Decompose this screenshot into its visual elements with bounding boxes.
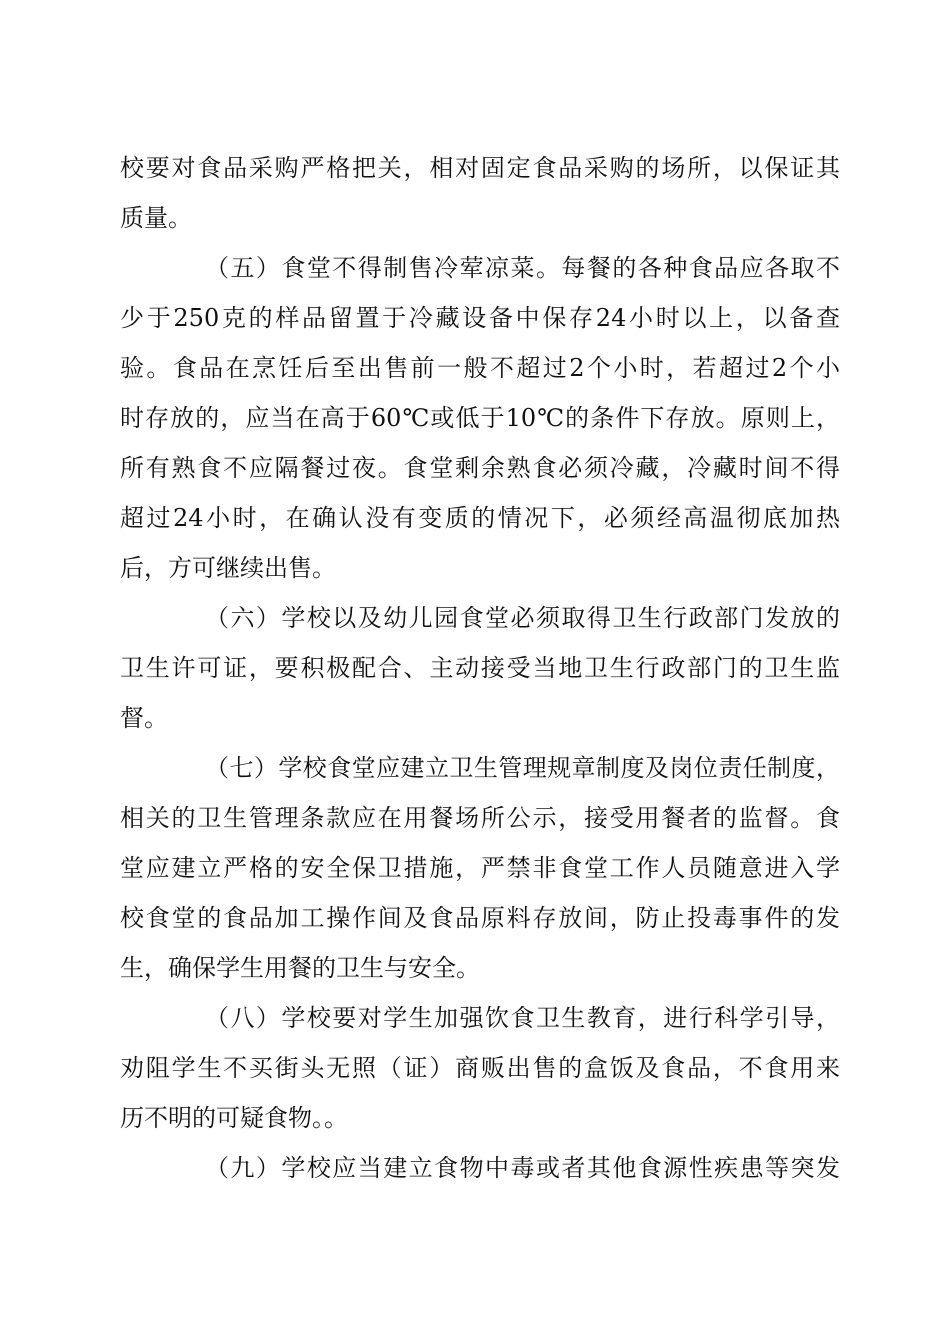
text-line: 校食堂的食品加工操作间及食品原料存放间，防止投毒事件的发: [120, 904, 840, 932]
paragraph-start-line: （八）学校要对学生加强饮食卫生教育，进行科学引导，: [205, 1004, 840, 1032]
text-line: 校要对食品采购严格把关，相对固定食品采购的场所，以保证其: [120, 154, 840, 182]
paragraph-start-line: （六）学校以及幼儿园食堂必须取得卫生行政部门发放的: [205, 604, 840, 632]
text-line: 质量。: [120, 204, 192, 232]
text-line: 督。: [120, 704, 168, 732]
paragraph-start-line: （七）学校食堂应建立卫生管理规章制度及岗位责任制度，: [205, 754, 840, 782]
text-line: 超过24小时，在确认没有变质的情况下，必须经高温彻底加热: [120, 504, 840, 532]
text-line: 劝阻学生不买街头无照（证）商贩出售的盒饭及食品，不食用来: [120, 1054, 840, 1082]
text-line: 历不明的可疑食物。。: [120, 1104, 348, 1132]
text-line: 后，方可继续出售。: [120, 554, 336, 582]
text-line: 卫生许可证，要积极配合、主动接受当地卫生行政部门的卫生监: [120, 654, 840, 682]
text-line: 堂应建立严格的安全保卫措施，严禁非食堂工作人员随意进入学: [120, 854, 840, 882]
paragraph-start-line: （九）学校应当建立食物中毒或者其他食源性疾患等突发: [205, 1154, 840, 1182]
text-line: 所有熟食不应隔餐过夜。食堂剩余熟食必须冷藏，冷藏时间不得: [120, 454, 840, 482]
text-line: 时存放的，应当在高于60℃或低于10℃的条件下存放。原则上，: [120, 404, 840, 432]
text-line: 验。食品在烹饪后至出售前一般不超过2个小时，若超过2个小: [120, 354, 840, 382]
text-line: 生，确保学生用餐的卫生与安全。: [120, 954, 480, 982]
text-line: 相关的卫生管理条款应在用餐场所公示，接受用餐者的监督。食: [120, 804, 840, 832]
paragraph-start-line: （五）食堂不得制售冷荤凉菜。每餐的各种食品应各取不: [205, 254, 840, 282]
text-line: 少于250克的样品留置于冷藏设备中保存24小时以上，以备查: [120, 304, 840, 332]
